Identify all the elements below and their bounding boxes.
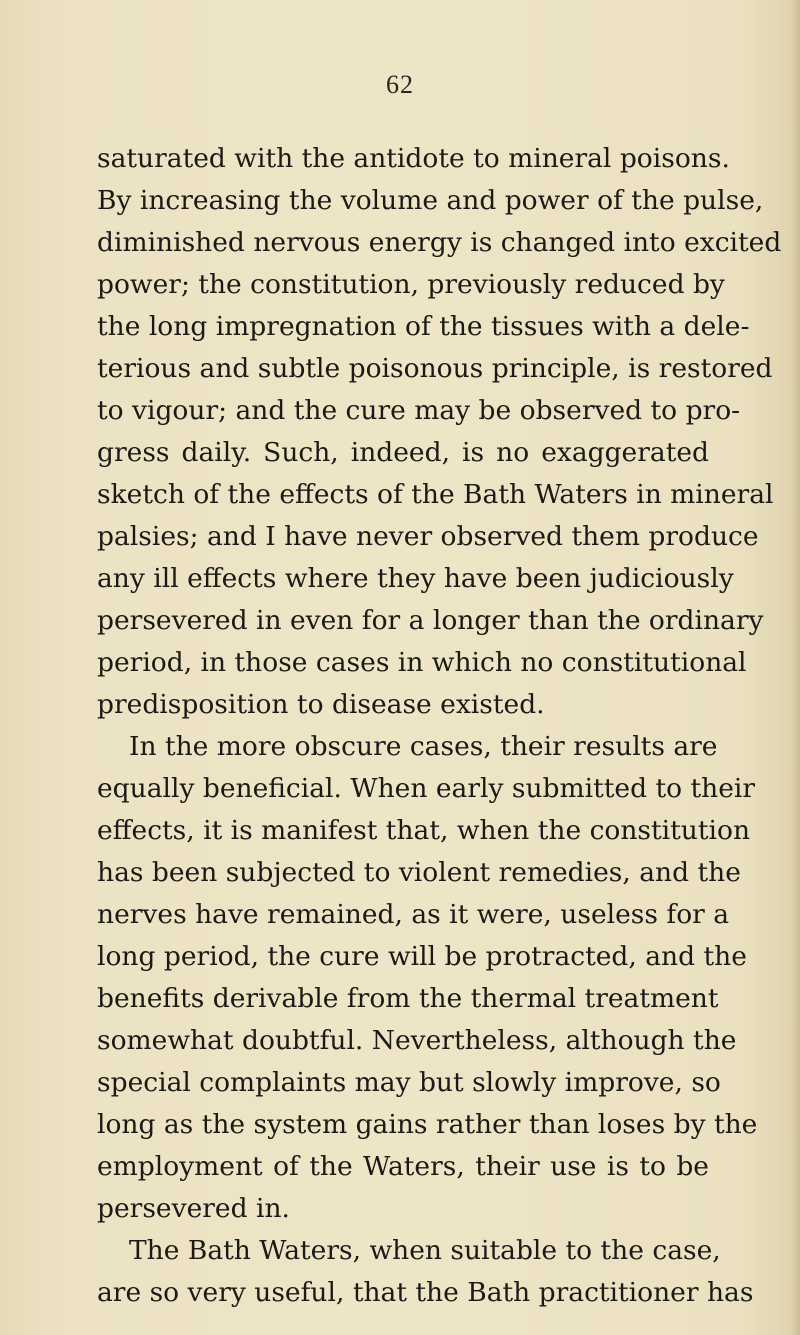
text-line: palsies; and I have never observed them produce (97, 521, 759, 552)
text-line: period, in those cases in which no constitutional (97, 647, 747, 678)
text-line: has been subjected to violent remedies, and the (97, 857, 741, 888)
text-line: long as the system gains rather than loses by the (97, 1109, 758, 1140)
text-line: persevered in even for a longer than the ordinary (97, 605, 764, 636)
body-text (97, 138, 782, 1314)
text-line: employment of the Waters, their use is to be (97, 1151, 709, 1182)
text-line: special complaints may but slowly improve, so (97, 1067, 721, 1098)
text-line: In the more obscure cases, their results are (129, 731, 718, 762)
page-edge-shadow (790, 0, 800, 1335)
text-line: to vigour; and the cure may be observed to pro- (97, 395, 741, 426)
page-number: 62 (386, 70, 414, 99)
text-line: The Bath Waters, when suitable to the case, (129, 1235, 721, 1266)
text-line: diminished nervous energy is changed into excited (97, 227, 782, 258)
text-line: somewhat doubtful. Nevertheless, although the (97, 1025, 737, 1056)
text-line: power; the constitution, previously reduced by (97, 269, 725, 300)
text-line: predisposition to disease existed. (97, 689, 545, 720)
text-line: persevered in. (97, 1193, 290, 1224)
text-line: terious and subtle poisonous principle, is restored (97, 353, 773, 384)
text-line: any ill effects where they have been judiciously (97, 563, 734, 594)
text-line: are so very useful, that the Bath practitioner has (97, 1277, 754, 1308)
text-line: gress daily. Such, indeed, is no exaggerated (97, 437, 709, 468)
text-line: equally beneficial. When early submitted to their (97, 773, 756, 804)
text-line: nerves have remained, as it were, useless for a (97, 899, 730, 930)
text-line: effects, it is manifest that, when the constitution (97, 815, 751, 846)
text-line: benefits derivable from the thermal treatment (97, 983, 719, 1014)
text-line: the long impregnation of the tissues with a dele- (97, 311, 750, 342)
text-line: sketch of the effects of the Bath Waters in mineral (97, 479, 774, 510)
text-line: By increasing the volume and power of the pulse, (97, 185, 764, 216)
text-line: saturated with the antidote to mineral poisons. (97, 143, 730, 174)
text-line: long period, the cure will be protracted, and the (97, 941, 747, 972)
